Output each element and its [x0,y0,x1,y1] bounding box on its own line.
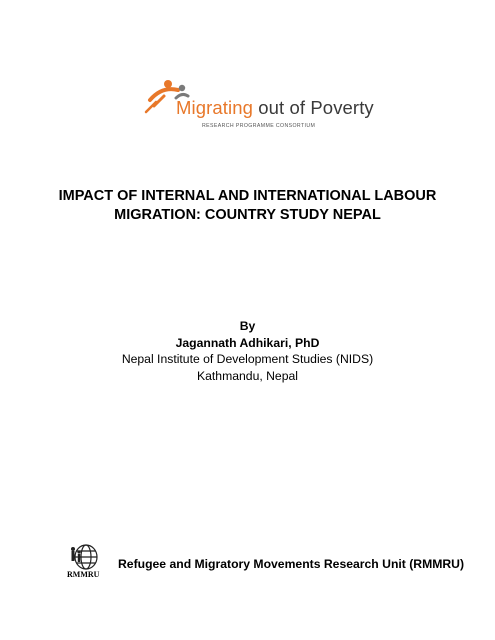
title-line-1: IMPACT OF INTERNAL AND INTERNATIONAL LABOUR [58,188,437,204]
footer [66,543,465,583]
migrating-out-of-poverty-logo [140,78,374,148]
author-block [20,318,475,384]
logo-wordmark [176,97,374,119]
author-institute: Nepal Institute of Development Studies (NIDS) [121,352,374,366]
title-line-2: MIGRATION: COUNTRY STUDY NEPAL [114,207,381,223]
logo-rest-words: out of Poverty [253,97,374,118]
by-label: By [239,319,256,333]
author-name: Jagannath Adhikari, PhD [175,335,320,350]
footer-organization-name: Refugee and Migratory Movements Research Unit (RMMRU) [118,557,465,571]
author-location: Kathmandu, Nepal [197,368,298,383]
logo-accent-word: Migrating [176,97,253,118]
document-title [20,187,475,225]
logo-subtitle: RESEARCH PROGRAMME CONSORTIUM [202,123,316,129]
rmmru-logo-label: RMMRU [67,570,100,579]
rmmru-logo-icon [66,543,102,581]
